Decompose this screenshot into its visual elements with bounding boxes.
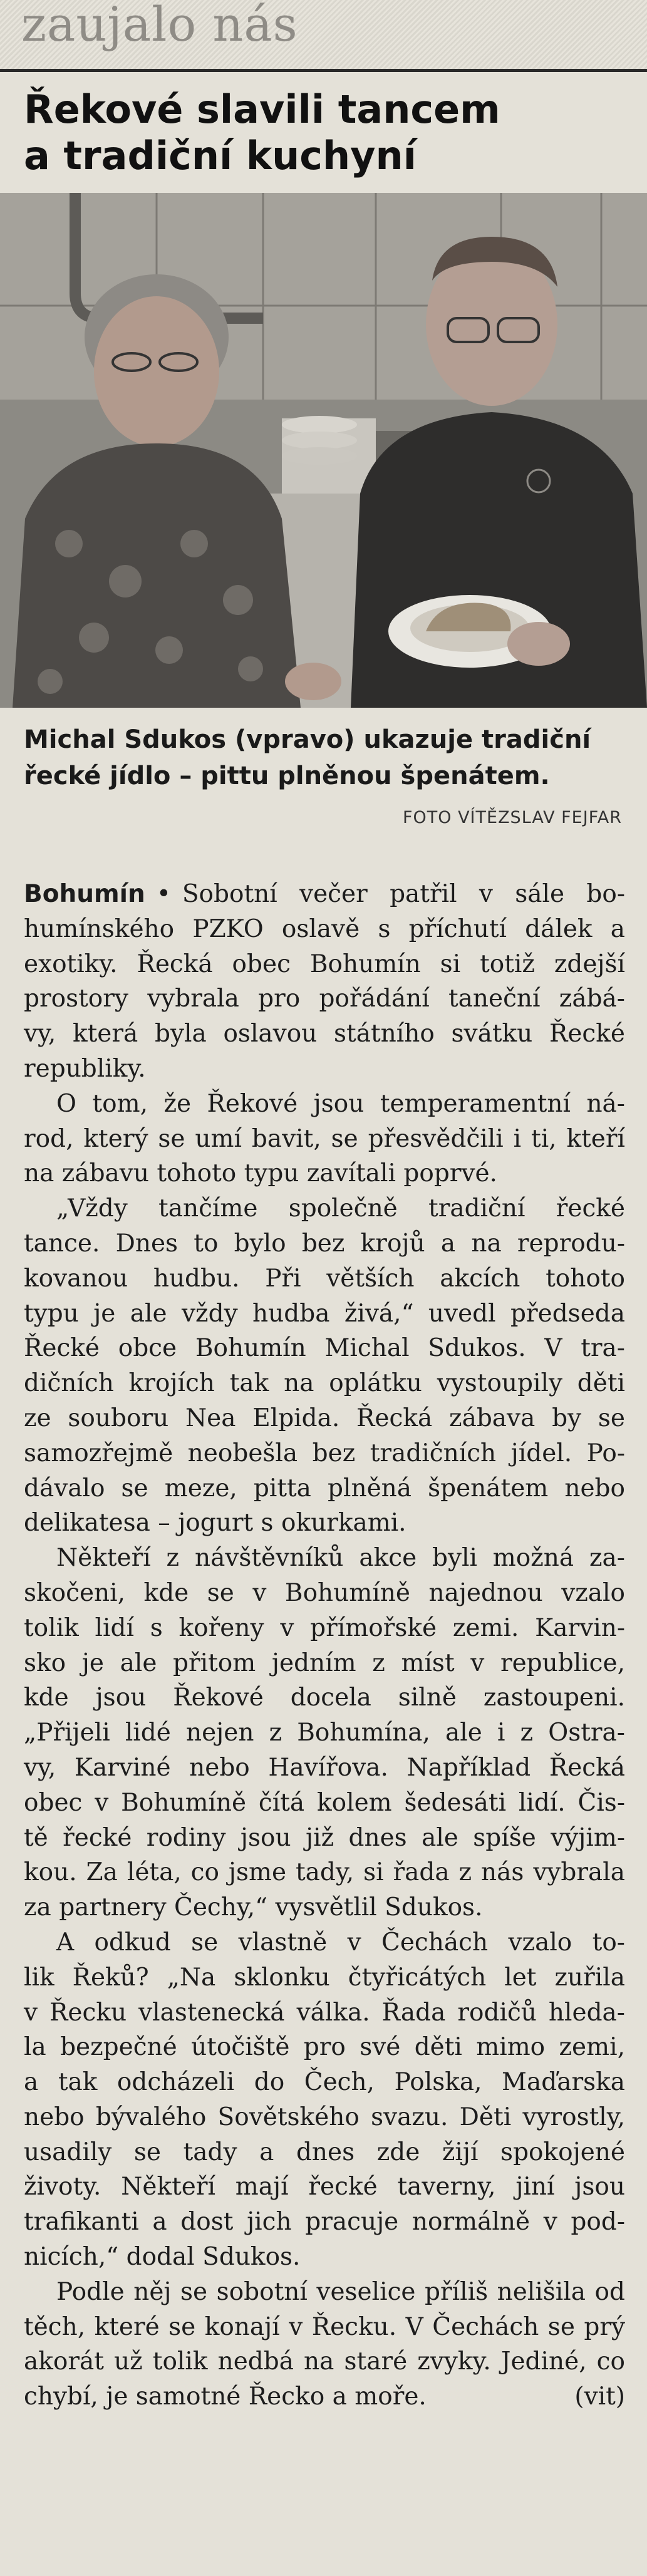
text-line xyxy=(24,1541,625,1576)
text-line-content: těch, které se konají v Řecku. V Čechách se prý xyxy=(24,2312,625,2341)
text-line-content: vy, Karviné nebo Havířova. Například Řecká xyxy=(24,1753,625,1782)
text-line-content: tě řecké rodiny jsou již dnes ale spíše výjim- xyxy=(24,1823,625,1852)
text-line xyxy=(24,2379,625,2414)
text-line xyxy=(24,2100,625,2135)
text-line xyxy=(24,1855,625,1890)
text-line-content: v Řecku vlastenecká válka. Řada rodičů hleda- xyxy=(24,1998,625,2027)
text-line xyxy=(24,912,625,947)
text-line-content: obec v Bohumíně čítá kolem šedesáti lidí. Čis- xyxy=(24,1788,625,1817)
text-line-content: rod, který se umí bavit, se přesvědčili i ti, kteří xyxy=(24,1124,625,1153)
text-line-content: za partnery Čechy,“ vysvětlil Sdukos. xyxy=(24,1893,483,1922)
headline xyxy=(24,86,625,179)
text-line-content: a tak odcházeli do Čech, Polska, Maďarska xyxy=(24,2068,625,2097)
text-line-content: tolik lidí s kořeny v přímořské zemi. Karvin- xyxy=(24,1613,625,1642)
text-line xyxy=(24,1576,625,1611)
text-line xyxy=(24,2135,625,2170)
text-line-content: la bezpečné útočiště pro své děti mimo zemi, xyxy=(24,2033,625,2062)
text-line xyxy=(24,1751,625,1786)
text-line xyxy=(24,1925,625,1960)
text-line xyxy=(24,1226,625,1261)
article-body xyxy=(24,877,625,2414)
text-line-content: akorát už tolik nedbá na staré zvyky. Jediné, co xyxy=(24,2347,625,2376)
text-line xyxy=(24,1296,625,1332)
text-line xyxy=(24,1087,625,1122)
text-line-content: dávalo se meze, pitta plněná špenátem nebo xyxy=(24,1474,625,1503)
article-photo xyxy=(0,193,647,708)
text-line xyxy=(24,2275,625,2310)
text-line-content: nicích,“ dodal Sdukos. xyxy=(24,2243,301,2272)
caption-line: řecké jídlo – pittu plněnou špenátem. xyxy=(24,762,550,790)
text-line xyxy=(24,1995,625,2030)
text-line xyxy=(24,1471,625,1506)
photo-illustration xyxy=(0,193,647,708)
text-line-content: Řecké obce Bohumín Michal Sdukos. V tra- xyxy=(24,1334,625,1363)
text-line xyxy=(24,1506,625,1541)
text-line xyxy=(24,2310,625,2345)
text-line-content: na zábavu tohoto typu zavítali poprvé. xyxy=(24,1159,497,1188)
text-line xyxy=(24,1366,625,1401)
text-line-content: kde jsou Řekové docela silně zastoupeni. xyxy=(24,1684,625,1712)
text-line-content: ze souboru Nea Elpida. Řecká zábava by se xyxy=(24,1404,625,1432)
text-line xyxy=(24,1156,625,1191)
text-line xyxy=(24,2030,625,2065)
text-line-content: Podle něj se sobotní veselice příliš nelišila od xyxy=(56,2277,625,2306)
text-line xyxy=(24,1611,625,1646)
headline-line: Řekové slavili tancem xyxy=(24,86,500,132)
text-line-content: sko je ale přitom jedním z míst v republice, xyxy=(24,1648,625,1677)
text-line xyxy=(24,1786,625,1821)
text-line-content: usadily se tady a dnes zde žijí spokojené xyxy=(24,2138,625,2166)
text-line-content: tance. Dnes to bylo bez krojů a na reprodu- xyxy=(24,1229,625,1258)
text-line xyxy=(24,2344,625,2379)
text-line-content: trafikanti a dost jich pracuje normálně v pod- xyxy=(24,2208,625,2237)
text-line xyxy=(24,2170,625,2205)
author-signature: (vit) xyxy=(574,2382,625,2411)
caption-line: Michal Sdukos (vpravo) ukazuje tradiční xyxy=(24,725,591,754)
text-line-content: vy, která byla oslavou státního svátku Řecké xyxy=(24,1020,625,1048)
text-line-content: republiky. xyxy=(24,1054,146,1083)
text-line xyxy=(24,2065,625,2100)
text-line xyxy=(24,1401,625,1436)
text-line xyxy=(24,1261,625,1296)
text-line xyxy=(24,1331,625,1366)
headline-line: a tradiční kuchyní xyxy=(24,133,417,178)
text-line-content: delikatesa – jogurt s okurkami. xyxy=(24,1509,406,1538)
header-rule xyxy=(0,69,647,72)
text-line xyxy=(24,1646,625,1681)
body-lines xyxy=(24,912,625,2414)
section-rubric xyxy=(0,0,647,69)
text-line xyxy=(24,1680,625,1715)
text-line-content: humínského PZKO oslavě s příchutí dálek a xyxy=(24,914,625,943)
text-line xyxy=(24,1890,625,1925)
text-line xyxy=(24,1821,625,1856)
text-line-content: typu je ale vždy hudba živá,“ uvedl předseda xyxy=(24,1299,625,1328)
text-line-content: lik Řeků? „Na sklonku čtyřicátých let zuřila xyxy=(24,1963,625,1992)
text-line-content: O tom, že Řekové jsou temperamentní ná- xyxy=(56,1089,625,1118)
text-line xyxy=(24,1715,625,1751)
text-line-content: dičních krojích tak na oplátku vystoupily děti xyxy=(24,1369,625,1398)
text-line xyxy=(24,2205,625,2240)
text-line-content: Sobotní večer patřil v sále bo- xyxy=(182,880,625,908)
text-line-content: samozřejmě neobešla bez tradičních jídel. Po- xyxy=(24,1439,625,1467)
text-line xyxy=(24,1052,625,1087)
text-line-content: A odkud se vlastně v Čechách vzalo to- xyxy=(56,1928,625,1957)
rubric-label: zaujalo nás xyxy=(21,0,298,52)
dateline-bullet: • xyxy=(156,880,171,908)
text-line-content: „Přijeli lidé nejen z Bohumína, ale i z Ostra- xyxy=(24,1719,625,1747)
text-line-content: Někteří z návštěvníků akce byli možná za- xyxy=(56,1544,625,1573)
photo-credit: FOTO VÍTĚZSLAV FEJFAR xyxy=(402,808,622,827)
text-line xyxy=(24,1436,625,1471)
text-line-content: exotiky. Řecká obec Bohumín si totiž zdejší xyxy=(24,949,625,978)
text-line xyxy=(24,1191,625,1226)
text-line-content: kou. Za léta, co jsme tady, si řada z nás vybrala xyxy=(24,1858,625,1887)
text-line xyxy=(24,2240,625,2275)
text-line-content: životy. Někteří mají řecké taverny, jiní jsou xyxy=(24,2173,625,2201)
text-line-content: „Vždy tančíme společně tradiční řecké xyxy=(56,1194,625,1223)
text-line xyxy=(24,1122,625,1157)
text-line xyxy=(24,877,625,912)
text-line-content: prostory vybrala pro pořádání taneční zábá- xyxy=(24,985,625,1013)
text-line-content: chybí, je samotné Řecko a moře. xyxy=(24,2382,427,2411)
text-line xyxy=(24,947,625,982)
text-line-content: kovanou hudbu. Při větších akcích tohoto xyxy=(24,1264,625,1293)
dateline: Bohumín xyxy=(24,880,145,908)
text-line xyxy=(24,1960,625,1995)
photo-caption xyxy=(24,722,625,794)
text-line xyxy=(24,981,625,1016)
text-line xyxy=(24,1016,625,1052)
text-line-content: skočeni, kde se v Bohumíně najednou vzalo xyxy=(24,1578,625,1607)
text-line-content: nebo bývalého Sovětského svazu. Děti vyrostly, xyxy=(24,2103,625,2131)
